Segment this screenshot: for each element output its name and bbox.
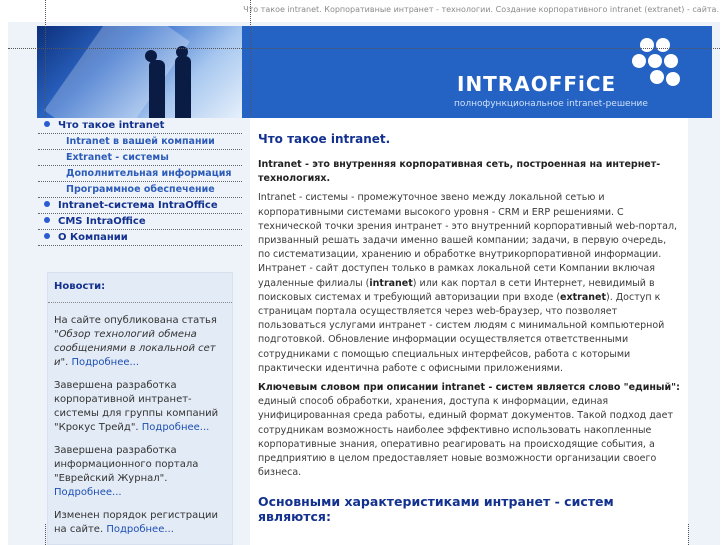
news-more-link[interactable]: Подробнее... [106, 524, 174, 535]
news-title: Новости: [54, 281, 106, 292]
menu-item-software[interactable]: Программное обеспечение [38, 182, 242, 198]
bullet-icon [44, 121, 50, 127]
lead-paragraph: Intranet - это внутренняя корпоративная сеть, построенная на интернет-технологиях. [258, 159, 661, 185]
bullet-icon [44, 233, 50, 239]
main-menu [38, 118, 242, 246]
menu-item-intraoffice-system[interactable]: Intranet-система IntraOffice [38, 198, 242, 214]
dotted-guide-top [8, 48, 720, 49]
menu-item-cms-intraoffice[interactable]: CMS IntraOffice [38, 214, 242, 230]
news-item: Завершена разработка информационного портала "Еврейский Журнал". Подробнее... [54, 445, 199, 498]
bullet-icon [44, 201, 50, 207]
page-title: Что такое intranet. [258, 132, 391, 146]
menu-item-intranet-in-company[interactable]: Intranet в вашей компании [38, 134, 242, 150]
news-more-link[interactable]: Подробнее... [141, 422, 210, 433]
news-item: Завершена разработка корпоративной интранет-системы для группы компаний "Крокус Трейд". Подробнее... [54, 380, 219, 433]
logo-dots-icon [632, 36, 692, 94]
news-more-link[interactable]: Подробнее... [54, 487, 122, 498]
right-margin [688, 118, 712, 523]
news-box [47, 272, 233, 545]
paragraph-definition: Intranet - системы - промежуточное звено между локальной сетью и корпоративными системами высокого уровня - CRM и ERP решениями. С технической точки зрения интранет - это внутренний корпоративный web-портал, призванный решать задачи именно вашей компании; задачи, в первую очередь, по систематизации, хранению и обработке внутрикорпоративной информации. Интранет - сайт доступен только в рамках локальной сети Компании включая удаленные филиалы (intranet) или как портал в сети Интернет, невидимый в поисковых системах и требующий авторизации при входе (extranet). Доступ к страницам портала осуществляется через web-браузер, что позволяет пользоваться услугами интранет - систем людям с минимальной компьютерной подготовкой. Обновление информации осуществляется ответственными сотрудниками с помощью специальных интерфейсов, работа с которыми практически идентична работе с офисными приложениями. [258, 192, 678, 374]
news-divider [48, 302, 232, 303]
header-photo [37, 26, 242, 118]
menu-item-additional-info[interactable]: Дополнительная информация [38, 166, 242, 182]
main-content [250, 118, 688, 545]
menu-item-extranet-systems[interactable]: Extranet - системы [38, 150, 242, 166]
bullet-icon [44, 217, 50, 223]
top-caption: Что такое intranet. Корпоративные интранет - технологии. Создание корпоративного intranet (extranet) - сайта. [0, 0, 727, 22]
header-banner [37, 26, 712, 118]
paragraph-key-word: Ключевым словом при описании intranet - систем является слово "единый": единый способ обработки, хранения, доступа к информации, единая унифицированная среда работы, единый формат документов. Такой подход дает сотрудникам возможность наиболее эффективно использовать накопленные корпоративные знания, оперативно реагировать на происходящие события, а предприятию в целом предоставляет новые возможности организации своего бизнеса. [258, 382, 680, 479]
news-item: На сайте опубликована статья "Обзор технологий обмена сообщениями в локальной сет и". Подробнее... [54, 315, 217, 368]
logo-tagline: полнофункциональное intranet-решение [454, 99, 648, 109]
logo-text[interactable]: INTRAOFFiCE [457, 72, 617, 96]
news-more-link[interactable]: Подробнее... [71, 357, 140, 368]
menu-item-about-company[interactable]: О Компании [38, 230, 242, 246]
news-item: Изменен порядок регистрации на сайте. Подробнее... [54, 510, 219, 535]
section-heading: Основными характеристиками интранет - систем являются: [258, 494, 614, 525]
menu-item-what-is-intranet[interactable]: Что такое intranet [38, 118, 242, 134]
